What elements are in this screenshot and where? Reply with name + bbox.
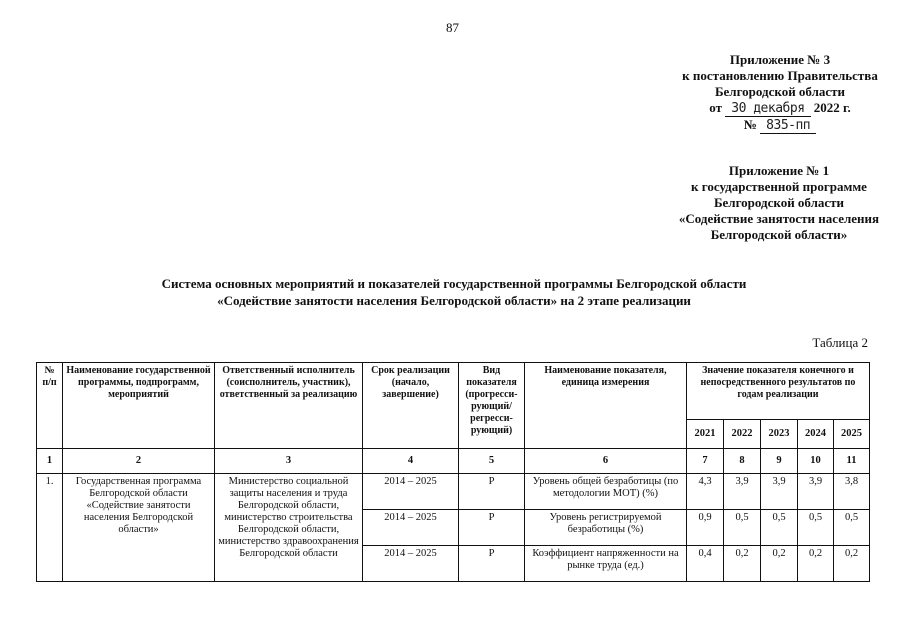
handwritten-number: 835-пп — [760, 118, 816, 134]
header-executor: Ответственный исполнитель (соисполнитель, участник), ответственный за реализацию — [215, 363, 363, 449]
date-prefix: от — [709, 100, 722, 115]
appendix-3-block — [670, 52, 890, 134]
header-year: 2025 — [834, 420, 870, 449]
document-title-line2: «Содействие занятости населения Белгородской области» на 2 этапе реализации — [217, 293, 691, 308]
column-number: 11 — [834, 449, 870, 474]
header-program: Наименование государственной программы, подпрограмм, мероприятий — [63, 363, 215, 449]
appendix-1-line2: Белгородской области — [713, 195, 845, 210]
indicator-cell: Уровень регистрируемой безработицы (%) — [525, 510, 687, 546]
header-indicator: Наименование показателя, единица измерения — [525, 363, 687, 449]
appendix-3-title: Приложение № 3 — [729, 52, 831, 67]
program-name: Государственная программа Белгородской области «Содействие занятости населения Белгородской области» — [63, 474, 215, 582]
appendix-1-line3: «Содействие занятости населения — [678, 211, 880, 226]
number-prefix: № — [743, 117, 757, 132]
column-number: 10 — [798, 449, 834, 474]
appendix-3-date — [670, 100, 890, 117]
document-title-line1: Система основных мероприятий и показателей государственной программы Белгородской области — [161, 276, 747, 291]
column-number: 6 — [525, 449, 687, 474]
table-label: Таблица 2 — [812, 335, 868, 350]
document-title — [40, 275, 868, 309]
value-cell: 0,5 — [834, 510, 870, 546]
appendix-1-title: Приложение № 1 — [728, 163, 830, 178]
value-cell: 4,3 — [687, 474, 724, 510]
column-number: 8 — [724, 449, 761, 474]
header-num: № п/п — [37, 363, 63, 449]
value-cell: 0,4 — [687, 546, 724, 582]
indicator-cell: Коэффициент напряженности на рынке труда (ед.) — [525, 546, 687, 582]
appendix-1-block — [664, 163, 894, 243]
value-cell: 0,5 — [798, 510, 834, 546]
value-cell: 0,5 — [761, 510, 798, 546]
period-cell: 2014 – 2025 — [363, 510, 459, 546]
header-year: 2023 — [761, 420, 798, 449]
row-number: 1. — [37, 474, 63, 582]
period-cell: 2014 – 2025 — [363, 474, 459, 510]
header-kind: Вид показателя (прогресси-рующий/ регресси-рующий) — [459, 363, 525, 449]
value-cell: 3,9 — [798, 474, 834, 510]
kind-cell: Р — [459, 510, 525, 546]
column-number: 3 — [215, 449, 363, 474]
appendix-1-line1: к государственной программе — [691, 179, 867, 194]
appendix-3-line2: Белгородской области — [714, 84, 846, 99]
value-cell: 0,2 — [834, 546, 870, 582]
kind-cell: Р — [459, 546, 525, 582]
value-cell: 3,9 — [724, 474, 761, 510]
value-cell: 3,9 — [761, 474, 798, 510]
value-cell: 0,2 — [724, 546, 761, 582]
period-cell: 2014 – 2025 — [363, 546, 459, 582]
column-number: 1 — [37, 449, 63, 474]
column-number: 4 — [363, 449, 459, 474]
date-year: 2022 г. — [813, 100, 851, 115]
appendix-1-line4: Белгородской области» — [710, 227, 848, 242]
header-period: Срок реализации (начало, завершение) — [363, 363, 459, 449]
executor-name: Министерство социальной защиты населения и труда Белгородской области, министерство строительства Белгородской области, министерство здравоохранения Белгородской области — [215, 474, 363, 582]
column-number: 7 — [687, 449, 724, 474]
value-cell: 0,5 — [724, 510, 761, 546]
header-year: 2021 — [687, 420, 724, 449]
header-year: 2024 — [798, 420, 834, 449]
page-number: 87 — [446, 20, 459, 35]
appendix-3-line1: к постановлению Правительства — [682, 68, 878, 83]
value-cell: 0,9 — [687, 510, 724, 546]
column-number: 5 — [459, 449, 525, 474]
appendix-3-number — [670, 117, 890, 134]
indicator-cell: Уровень общей безработицы (по методологии МОТ) (%) — [525, 474, 687, 510]
indicators-table — [36, 362, 870, 582]
column-number: 9 — [761, 449, 798, 474]
table-row — [37, 474, 870, 510]
column-number: 2 — [63, 449, 215, 474]
kind-cell: Р — [459, 474, 525, 510]
value-cell: 0,2 — [761, 546, 798, 582]
value-cell: 0,2 — [798, 546, 834, 582]
value-cell: 3,8 — [834, 474, 870, 510]
header-values-group: Значение показателя конечного и непосредственного результатов по годам реализации — [687, 363, 870, 420]
column-numbers-row — [37, 449, 870, 474]
handwritten-date: 30 декабря — [725, 101, 810, 117]
header-year: 2022 — [724, 420, 761, 449]
